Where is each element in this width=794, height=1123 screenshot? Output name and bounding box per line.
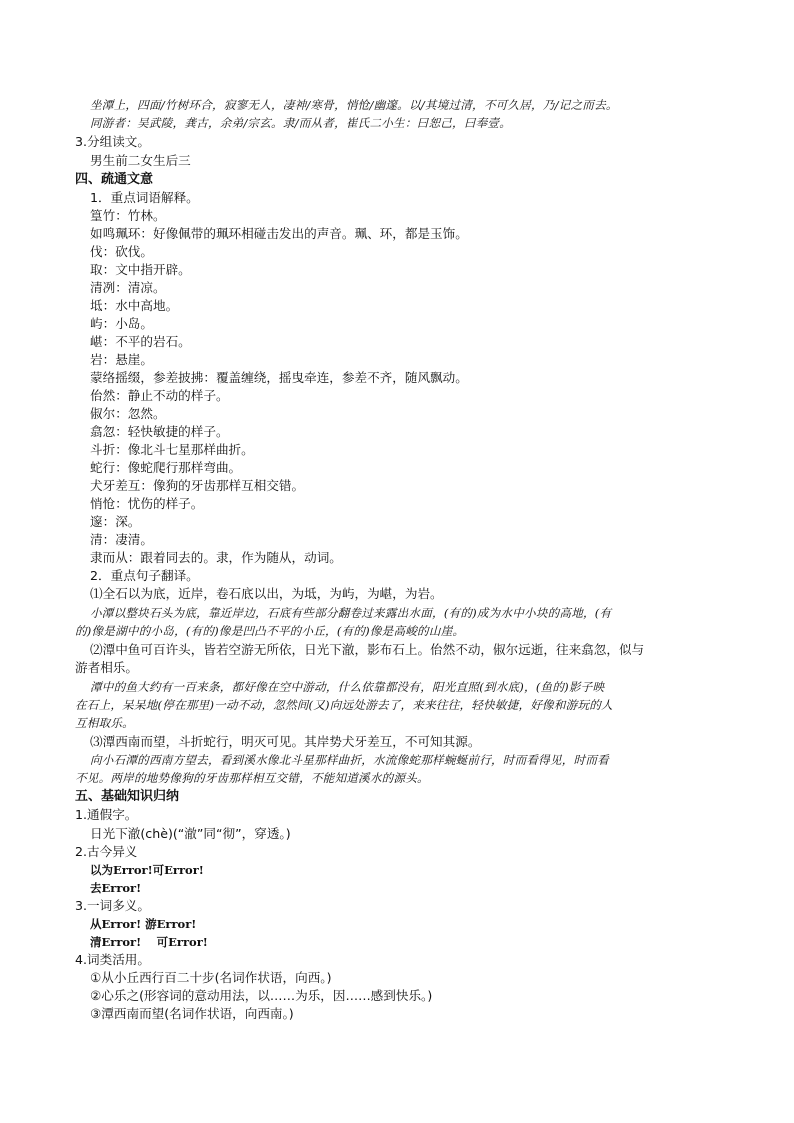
text-line: 坐潭上，四面/竹树环合，寂寥无人，凄神/寒骨，悄怆/幽邃。以/其境过清，不可久居，乃/记之而去。 (90, 98, 618, 112)
text-line: 嵁：不平的岩石。 (90, 334, 191, 349)
section-heading: 五、基础知识归纳 (75, 789, 180, 804)
text-line: 如鸣珮环：好像佩带的珮环相碰击发出的声音。珮、环，都是玉饰。 (90, 226, 468, 241)
text-line: 岩：悬崖。 (90, 352, 153, 367)
text-line: 同游者：吴武陵，龚古，余弟/宗玄。隶/而从者，崔氏二小生：曰恕己，曰奉壹。 (90, 116, 511, 130)
text-line: 潭中的鱼大约有一百来条，都好像在空中游动，什么依靠都没有，阳光直照(到水底)，(鱼的)影子映 (90, 680, 605, 694)
text-line: 不见。两岸的地势像狗的牙齿那样相互交错，不能知道溪水的源头。 (75, 771, 429, 785)
text-line: 取：文中指开辟。 (90, 262, 191, 277)
text-line: 2．重点句子翻译。 (90, 568, 199, 583)
text-line: 去Error! (90, 881, 142, 895)
text-line: 蛇行：像蛇爬行那样弯曲。 (90, 460, 242, 475)
text-line: 向小石潭的西南方望去，看到溪水像北斗星那样曲折，水流像蛇那样蜿蜒前行，时而看得见，时而看 (90, 753, 609, 767)
text-line: ①从小丘西行百二十步(名词作状语，向西。) (90, 970, 332, 985)
text-line: 屿：小岛。 (90, 316, 153, 331)
text-line: 坻：水中高地。 (90, 298, 179, 313)
text-line: ⑶潭西南而望，斗折蛇行，明灭可见。其岸势犬牙差互，不可知其源。 (90, 734, 481, 749)
text-line: 3.分组读文。 (75, 134, 150, 149)
text-line: 斗折：像北斗七星那样曲折。 (90, 442, 254, 457)
text-line: 邃：深。 (90, 514, 141, 529)
text-line: 游者相乐。 (75, 660, 138, 675)
text-line: 4.词类活用。 (75, 952, 150, 967)
text-line: 隶而从：跟着同去的。隶，作为随从，动词。 (90, 550, 342, 565)
text-line: 佁然：静止不动的样子。 (90, 388, 229, 403)
section-heading: 四、疏通文意 (75, 172, 154, 187)
text-line: ③潭西南而望(名词作状语，向西南。) (90, 1006, 294, 1021)
text-line: 犬牙差互：像狗的牙齿那样互相交错。 (90, 478, 305, 493)
text-line: 篁竹：竹林。 (90, 208, 166, 223)
text-line: 1.通假字。 (75, 807, 138, 822)
text-line: 日光下澈(chè)(“澈”同“彻”，穿透。) (90, 826, 291, 841)
text-line: 1．重点词语解释。 (90, 190, 199, 205)
text-line: 俶尔：忽然。 (90, 406, 166, 421)
text-line: 悄怆：忧伤的样子。 (90, 496, 204, 511)
text-line: 小潭以整块石头为底，靠近岸边，石底有些部分翻卷过来露出水面，(有的)成为水中小块的高地，(有 (90, 606, 612, 620)
text-line: 的)像是湖中的小岛，(有的)像是凹凸不平的小丘，(有的)像是高峻的山崖。 (75, 624, 465, 638)
text-line: 从Error! 游Error! (90, 917, 197, 931)
text-line: ⑵潭中鱼可百许头，皆若空游无所依，日光下澈，影布石上。佁然不动，俶尔远逝，往来翕忽，似与 (90, 642, 645, 657)
text-line: 以为Error!可Error! (90, 863, 204, 877)
text-line: 清Error! 可Error! (90, 935, 208, 949)
text-line: 3.一词多义。 (75, 898, 150, 913)
text-line: ②心乐之(形容词的意动用法，以……为乐，因……感到快乐。) (90, 988, 433, 1003)
text-line: 2.古今异义 (75, 844, 138, 859)
text-line: 清冽：清凉。 (90, 280, 166, 295)
text-line: 蒙络摇缀，参差披拂：覆盖缠绕，摇曳牵连，参差不齐，随风飘动。 (90, 370, 468, 385)
text-line: ⑴全石以为底，近岸，卷石底以出，为坻，为屿，为嵁，为岩。 (90, 586, 443, 601)
text-line: 在石上，呆呆地(停在那里)一动不动，忽然间(又)向远处游去了，来来往往，轻快敏捷，好像和游玩的人 (75, 698, 613, 712)
text-line: 清：凄清。 (90, 532, 153, 547)
text-line: 伐：砍伐。 (90, 244, 153, 259)
text-line: 互相取乐。 (75, 716, 134, 730)
text-line: 翕忽：轻快敏捷的样子。 (90, 424, 229, 439)
text-line: 男生前二女生后三 (90, 153, 191, 168)
